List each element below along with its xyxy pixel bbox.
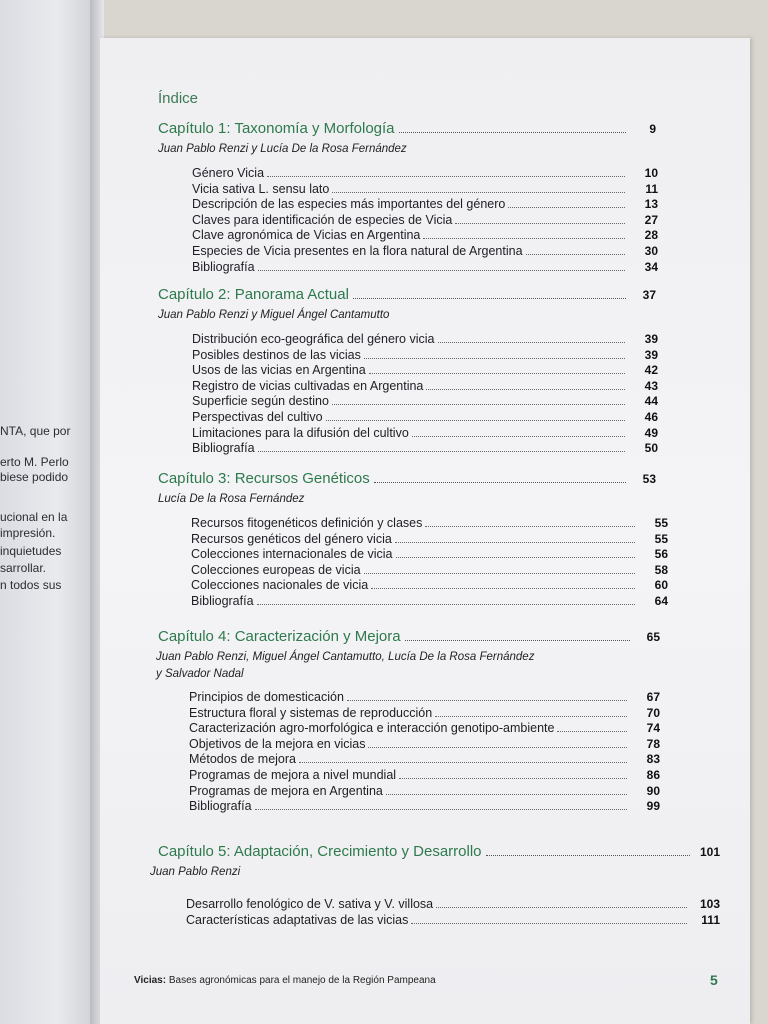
dotted-leader — [411, 923, 687, 924]
toc-entry-page-number: 34 — [644, 259, 658, 274]
toc-entry — [191, 530, 668, 546]
dotted-leader — [332, 192, 625, 193]
toc-entry-title: Limitaciones para la difusión del cultivo — [192, 425, 409, 440]
dotted-leader — [364, 573, 635, 574]
toc-entry — [189, 797, 660, 813]
toc-entry-page-number: 74 — [646, 721, 660, 736]
toc-entry-page-number: 78 — [646, 736, 660, 751]
toc-entry — [189, 719, 660, 735]
chapter-heading — [158, 628, 660, 648]
toc-entry — [189, 735, 660, 751]
dotted-leader — [436, 907, 687, 908]
toc-entry-title: Distribución eco-geográfica del género vicia — [192, 332, 435, 346]
left-page — [0, 0, 96, 1024]
dotted-leader — [369, 373, 625, 374]
toc-entry-title: Usos de las vicias en Argentina — [192, 363, 366, 378]
dotted-leader — [412, 436, 625, 437]
toc-entry-page-number: 56 — [654, 547, 668, 562]
toc-entry-title: Estructura floral y sistemas de reproducción — [189, 705, 433, 720]
toc-entry-title: Bibliografía — [189, 799, 252, 814]
toc-entry — [192, 439, 658, 455]
toc-entry — [192, 258, 658, 274]
toc-entry — [192, 330, 658, 346]
dotted-leader — [405, 628, 630, 641]
toc-entry — [186, 895, 720, 911]
toc-entry-page-number: 86 — [646, 768, 660, 782]
chapter-heading — [158, 470, 656, 490]
toc-entry-page-number: 43 — [644, 378, 658, 393]
dotted-leader — [435, 716, 627, 717]
toc-entry — [189, 750, 660, 766]
chapter-authors: Lucía De la Rosa Fernández — [158, 493, 305, 505]
toc-entry-page-number: 46 — [644, 410, 658, 424]
toc-entry-page-number: 55 — [654, 516, 668, 530]
toc-entry — [192, 211, 658, 227]
toc-entry — [192, 180, 658, 196]
toc-entry — [191, 592, 668, 608]
toc-entry-title: Posibles destinos de las vicias — [192, 347, 361, 362]
dotted-leader — [508, 207, 625, 208]
toc-entry-page-number: 27 — [644, 212, 658, 227]
toc-entry-page-number: 39 — [644, 347, 658, 362]
toc-entry-title: Descripción de las especies más importantes del género — [192, 197, 506, 212]
footer-book-title: Vicias: — [134, 975, 167, 986]
dotted-leader — [526, 254, 625, 255]
dotted-leader — [371, 588, 635, 589]
toc-entry — [192, 242, 658, 258]
chapter-heading — [158, 286, 656, 306]
toc-entry-page-number: 111 — [701, 912, 720, 927]
toc-entry-page-number: 30 — [644, 244, 658, 258]
chapter-authors: y Salvador Nadal — [156, 668, 244, 680]
dotted-leader — [332, 404, 625, 405]
dotted-leader — [368, 747, 627, 748]
chapter-title: Capítulo 4: Caracterización y Mejora — [158, 628, 401, 645]
page-footer — [134, 975, 436, 986]
toc-entry — [192, 392, 658, 408]
toc-entry — [189, 704, 660, 720]
toc-entry — [192, 164, 658, 180]
toc-entry-title: Desarrollo fenológico de V. sativa y V. villosa — [186, 897, 434, 911]
dotted-leader — [374, 470, 626, 483]
dotted-leader — [258, 451, 625, 452]
toc-entry-title: Perspectivas del cultivo — [192, 410, 323, 424]
dotted-leader — [557, 731, 627, 732]
toc-entry-page-number: 28 — [644, 228, 658, 243]
toc-entry — [191, 514, 668, 530]
toc-entry-page-number: 42 — [644, 363, 658, 378]
index-page — [100, 38, 750, 1024]
chapter-page-number: 65 — [646, 630, 660, 644]
dotted-leader — [425, 526, 635, 527]
chapter-heading — [158, 843, 720, 863]
dotted-leader — [347, 700, 627, 701]
chapter-authors: Juan Pablo Renzi y Lucía De la Rosa Fernández — [158, 143, 407, 155]
toc-entry — [189, 688, 660, 704]
page-number: 5 — [710, 972, 718, 988]
toc-entry-page-number: 39 — [644, 332, 658, 346]
toc-entry-title: Superficie según destino — [192, 394, 329, 409]
dotted-leader — [267, 176, 625, 177]
toc-entry-page-number: 11 — [645, 181, 658, 196]
chapter-page-number: 37 — [642, 288, 656, 302]
toc-entry-title: Recursos fitogenéticos definición y clases — [191, 516, 423, 530]
toc-entry-title: Vicia sativa L. sensu lato — [192, 181, 330, 196]
toc-entry-page-number: 90 — [646, 783, 660, 798]
footer-subtitle: Bases agronómicas para el manejo de la Región Pampeana — [168, 975, 436, 986]
toc-entry — [192, 424, 658, 440]
toc-entry-page-number: 58 — [654, 562, 668, 577]
left-page-text: sarrollar. — [0, 561, 47, 575]
toc-entry — [191, 561, 668, 577]
toc-entry — [192, 346, 658, 362]
dotted-leader — [386, 794, 627, 795]
toc-entry-title: Programas de mejora a nivel mundial — [189, 768, 397, 782]
toc-entry-page-number: 67 — [646, 690, 660, 704]
toc-entry — [186, 911, 720, 927]
chapter-authors: Juan Pablo Renzi y Miguel Ángel Cantamutto — [158, 309, 390, 321]
dotted-leader — [255, 809, 627, 810]
toc-entry-page-number: 55 — [654, 531, 668, 546]
chapter-title: Capítulo 2: Panorama Actual — [158, 286, 349, 303]
dotted-leader — [258, 270, 625, 271]
toc-entry-title: Características adaptativas de las vicias — [186, 912, 409, 927]
toc-entry-title: Bibliografía — [192, 441, 255, 456]
left-page-text: ucional en la — [0, 510, 68, 524]
toc-entry — [192, 408, 658, 424]
index-title: Índice — [158, 90, 199, 107]
dotted-leader — [399, 778, 627, 779]
left-page-text: n todos sus — [0, 578, 62, 592]
toc-entry-title: Métodos de mejora — [189, 752, 297, 767]
toc-entry-page-number: 60 — [654, 578, 668, 593]
left-page-text: erto M. Perlo — [0, 455, 69, 469]
toc-entry-title: Principios de domesticación — [189, 690, 344, 704]
chapter-title: Capítulo 3: Recursos Genéticos — [158, 470, 370, 487]
dotted-leader — [399, 120, 626, 133]
dotted-leader — [353, 286, 626, 299]
chapter-page-number: 53 — [642, 472, 656, 486]
dotted-leader — [486, 843, 691, 856]
dotted-leader — [455, 223, 625, 224]
left-page-text: impresión. — [0, 526, 56, 540]
toc-entry-title: Programas de mejora en Argentina — [189, 783, 383, 798]
toc-entry — [191, 576, 668, 592]
toc-entry-page-number: 44 — [644, 394, 658, 409]
toc-entry-page-number: 13 — [644, 197, 658, 212]
toc-entry-title: Bibliografía — [192, 259, 255, 274]
toc-entry-title: Colecciones europeas de vicia — [191, 562, 361, 577]
toc-entry-page-number: 99 — [646, 799, 660, 814]
toc-entry — [192, 377, 658, 393]
toc-entry-title: Claves para identificación de especies de Vicia — [192, 212, 453, 227]
toc-entry-title: Colecciones nacionales de vicia — [191, 578, 369, 593]
toc-entry — [192, 226, 658, 242]
toc-entry-title: Registro de vicias cultivadas en Argentina — [192, 378, 424, 393]
toc-entry-title: Caracterización agro-morfológica e interacción genotipo-ambiente — [189, 721, 555, 736]
dotted-leader — [364, 358, 625, 359]
toc-entry-title: Género Vicia — [192, 166, 265, 180]
toc-entry-page-number: 49 — [644, 425, 658, 440]
chapter-page-number: 9 — [649, 122, 656, 136]
toc-entry-title: Clave agronómica de Vicias en Argentina — [192, 228, 421, 243]
left-page-text: NTA, que por — [0, 424, 71, 438]
toc-entry — [192, 195, 658, 211]
dotted-leader — [396, 557, 635, 558]
chapter-heading — [158, 120, 656, 140]
toc-entry-title: Objetivos de la mejora en vicias — [189, 736, 366, 751]
toc-entry-title: Colecciones internacionales de vicia — [191, 547, 393, 562]
toc-entry-page-number: 10 — [644, 166, 658, 180]
toc-entry-title: Especies de Vicia presentes en la flora natural de Argentina — [192, 244, 523, 258]
dotted-leader — [423, 238, 625, 239]
left-page-text: inquietudes — [0, 544, 62, 558]
toc-entry-title: Recursos genéticos del género vicia — [191, 531, 392, 546]
chapter-authors: Juan Pablo Renzi, Miguel Ángel Cantamutto, Lucía De la Rosa Fernández — [156, 651, 535, 663]
toc-entry-page-number: 70 — [646, 705, 660, 720]
chapter-title: Capítulo 1: Taxonomía y Morfología — [158, 120, 395, 137]
dotted-leader — [395, 542, 635, 543]
chapter-authors: Juan Pablo Renzi — [150, 866, 241, 878]
toc-entry-page-number: 50 — [644, 441, 658, 456]
dotted-leader — [438, 342, 626, 343]
toc-entry — [189, 766, 660, 782]
dotted-leader — [326, 420, 625, 421]
dotted-leader — [257, 604, 635, 605]
dotted-leader — [426, 389, 625, 390]
toc-entry — [191, 545, 668, 561]
chapter-page-number: 101 — [699, 845, 720, 859]
toc-entry-title: Bibliografía — [191, 594, 254, 608]
dotted-leader — [299, 762, 627, 763]
toc-entry-page-number: 103 — [699, 897, 720, 911]
toc-entry-page-number: 64 — [654, 594, 668, 608]
toc-entry — [192, 361, 658, 377]
toc-entry — [189, 782, 660, 798]
left-page-text: biese podido — [0, 470, 69, 484]
toc-entry-page-number: 83 — [646, 752, 660, 767]
chapter-title: Capítulo 5: Adaptación, Crecimiento y Desarrollo — [158, 843, 482, 860]
